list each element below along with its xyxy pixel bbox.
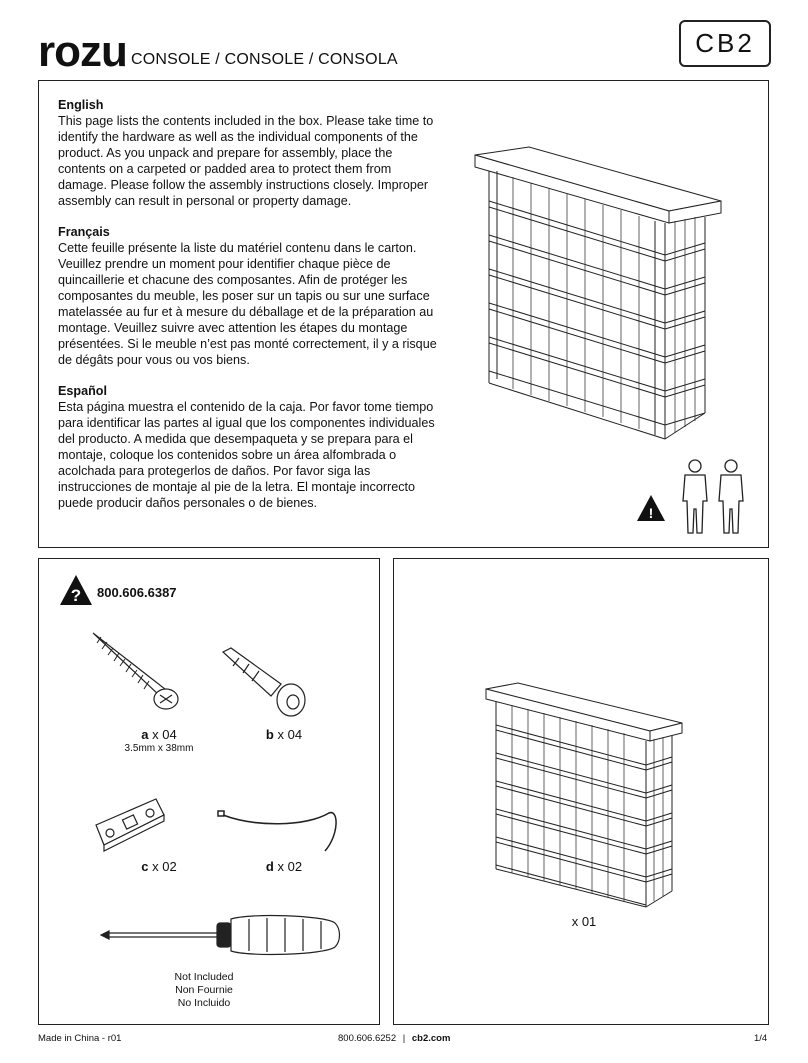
two-person-assembly-icon <box>677 457 751 535</box>
tool-note-fr: Non Fournie <box>175 984 233 996</box>
hardware-d-qty: x 02 <box>273 859 303 874</box>
tool-note-es: No Incluido <box>177 997 231 1009</box>
footer-phone: 800.606.6252 <box>338 1033 397 1044</box>
hardware-b-qty: x 04 <box>273 727 303 742</box>
hardware-b-label <box>234 727 334 742</box>
cable-tie-icon <box>215 807 345 857</box>
french-heading: Français <box>58 225 110 239</box>
wall-anchor-icon <box>219 644 314 724</box>
hardware-d-letter: d <box>265 859 274 874</box>
footer-contact <box>338 1033 450 1044</box>
hardware-b-letter: b <box>265 727 274 742</box>
brand-logo-text: CB2 <box>695 28 755 58</box>
footer-separator: | <box>402 1033 406 1044</box>
english-text: This page lists the contents included in the box. Please take time to identify the hardware as well as the individual components of the product. As you unpack and prepare for assembly, place the contents on a carpeted or padded area to protect them from damage. Please follow the assembly instructions closely. Improper assembly can result in personal or property damage. <box>58 114 434 208</box>
english-heading: English <box>58 98 104 112</box>
bracket-icon <box>94 795 174 855</box>
console-component-illustration <box>482 679 687 909</box>
intro-panel <box>38 80 769 548</box>
component-panel <box>393 558 769 1025</box>
spanish-heading: Español <box>58 384 107 398</box>
console-illustration <box>469 143 729 443</box>
svg-text:!: ! <box>648 505 654 521</box>
intro-text-block <box>58 97 443 526</box>
component-qty: x 01 <box>571 914 597 929</box>
hardware-a-label <box>109 727 209 742</box>
hardware-c-letter: c <box>141 859 149 874</box>
french-text: Cette feuille présente la liste du matériel contenu dans le carton. Veuillez prendre un moment pour identifier chaque pièce de quincaillerie et chacune des composantes. Afin de protéger les composantes du meuble, les poser sur un tapis ou sur une surface matelassée au fur et à mesure du déballage et de la préparation au montage. Veuillez suivre avec attention les étapes du montage présentées. Si le meuble n’est pas monté correctement, il y a risque de dégâts pour vous ou vos biens. <box>58 241 437 367</box>
footer-origin: Made in China - r01 <box>38 1033 122 1044</box>
hardware-a-qty: x 04 <box>148 727 177 742</box>
support-phone: 800.606.6387 <box>97 585 177 600</box>
hardware-d-label <box>234 859 334 874</box>
tool-note-en: Not Included <box>174 971 234 983</box>
brand-logo <box>679 20 771 67</box>
footer-site-link[interactable]: cb2.com <box>411 1033 451 1044</box>
question-mark-icon <box>59 574 93 606</box>
hardware-c-label <box>109 859 209 874</box>
spanish-text: Esta página muestra el contenido de la caja. Por favor tome tiempo para identificar las partes al igual que los componentes individuales del producto. A medida que desempaqueta y se prepara para el montaje, coloque los contenidos sobre un área alfombrada o acolchada para protegerlos de daños. Por favor siga las instrucciones de montaje al pie de la letra. El montaje incorrecto puede producir daños personales o de bienes. <box>58 400 435 510</box>
hardware-a-letter: a <box>141 727 149 742</box>
product-name: rozu <box>38 27 127 76</box>
product-subtitle: CONSOLE / CONSOLE / CONSOLA <box>131 51 398 68</box>
svg-text:?: ? <box>70 586 82 605</box>
footer-page-number: 1/4 <box>754 1033 768 1044</box>
hardware-panel <box>38 558 380 1025</box>
hardware-c-qty: x 02 <box>148 859 177 874</box>
tool-not-included-note <box>154 971 254 1010</box>
screwdriver-icon <box>99 909 344 961</box>
warning-icon <box>635 493 667 523</box>
hardware-a-size: 3.5mm x 38mm <box>124 743 194 754</box>
screw-icon <box>89 629 184 719</box>
